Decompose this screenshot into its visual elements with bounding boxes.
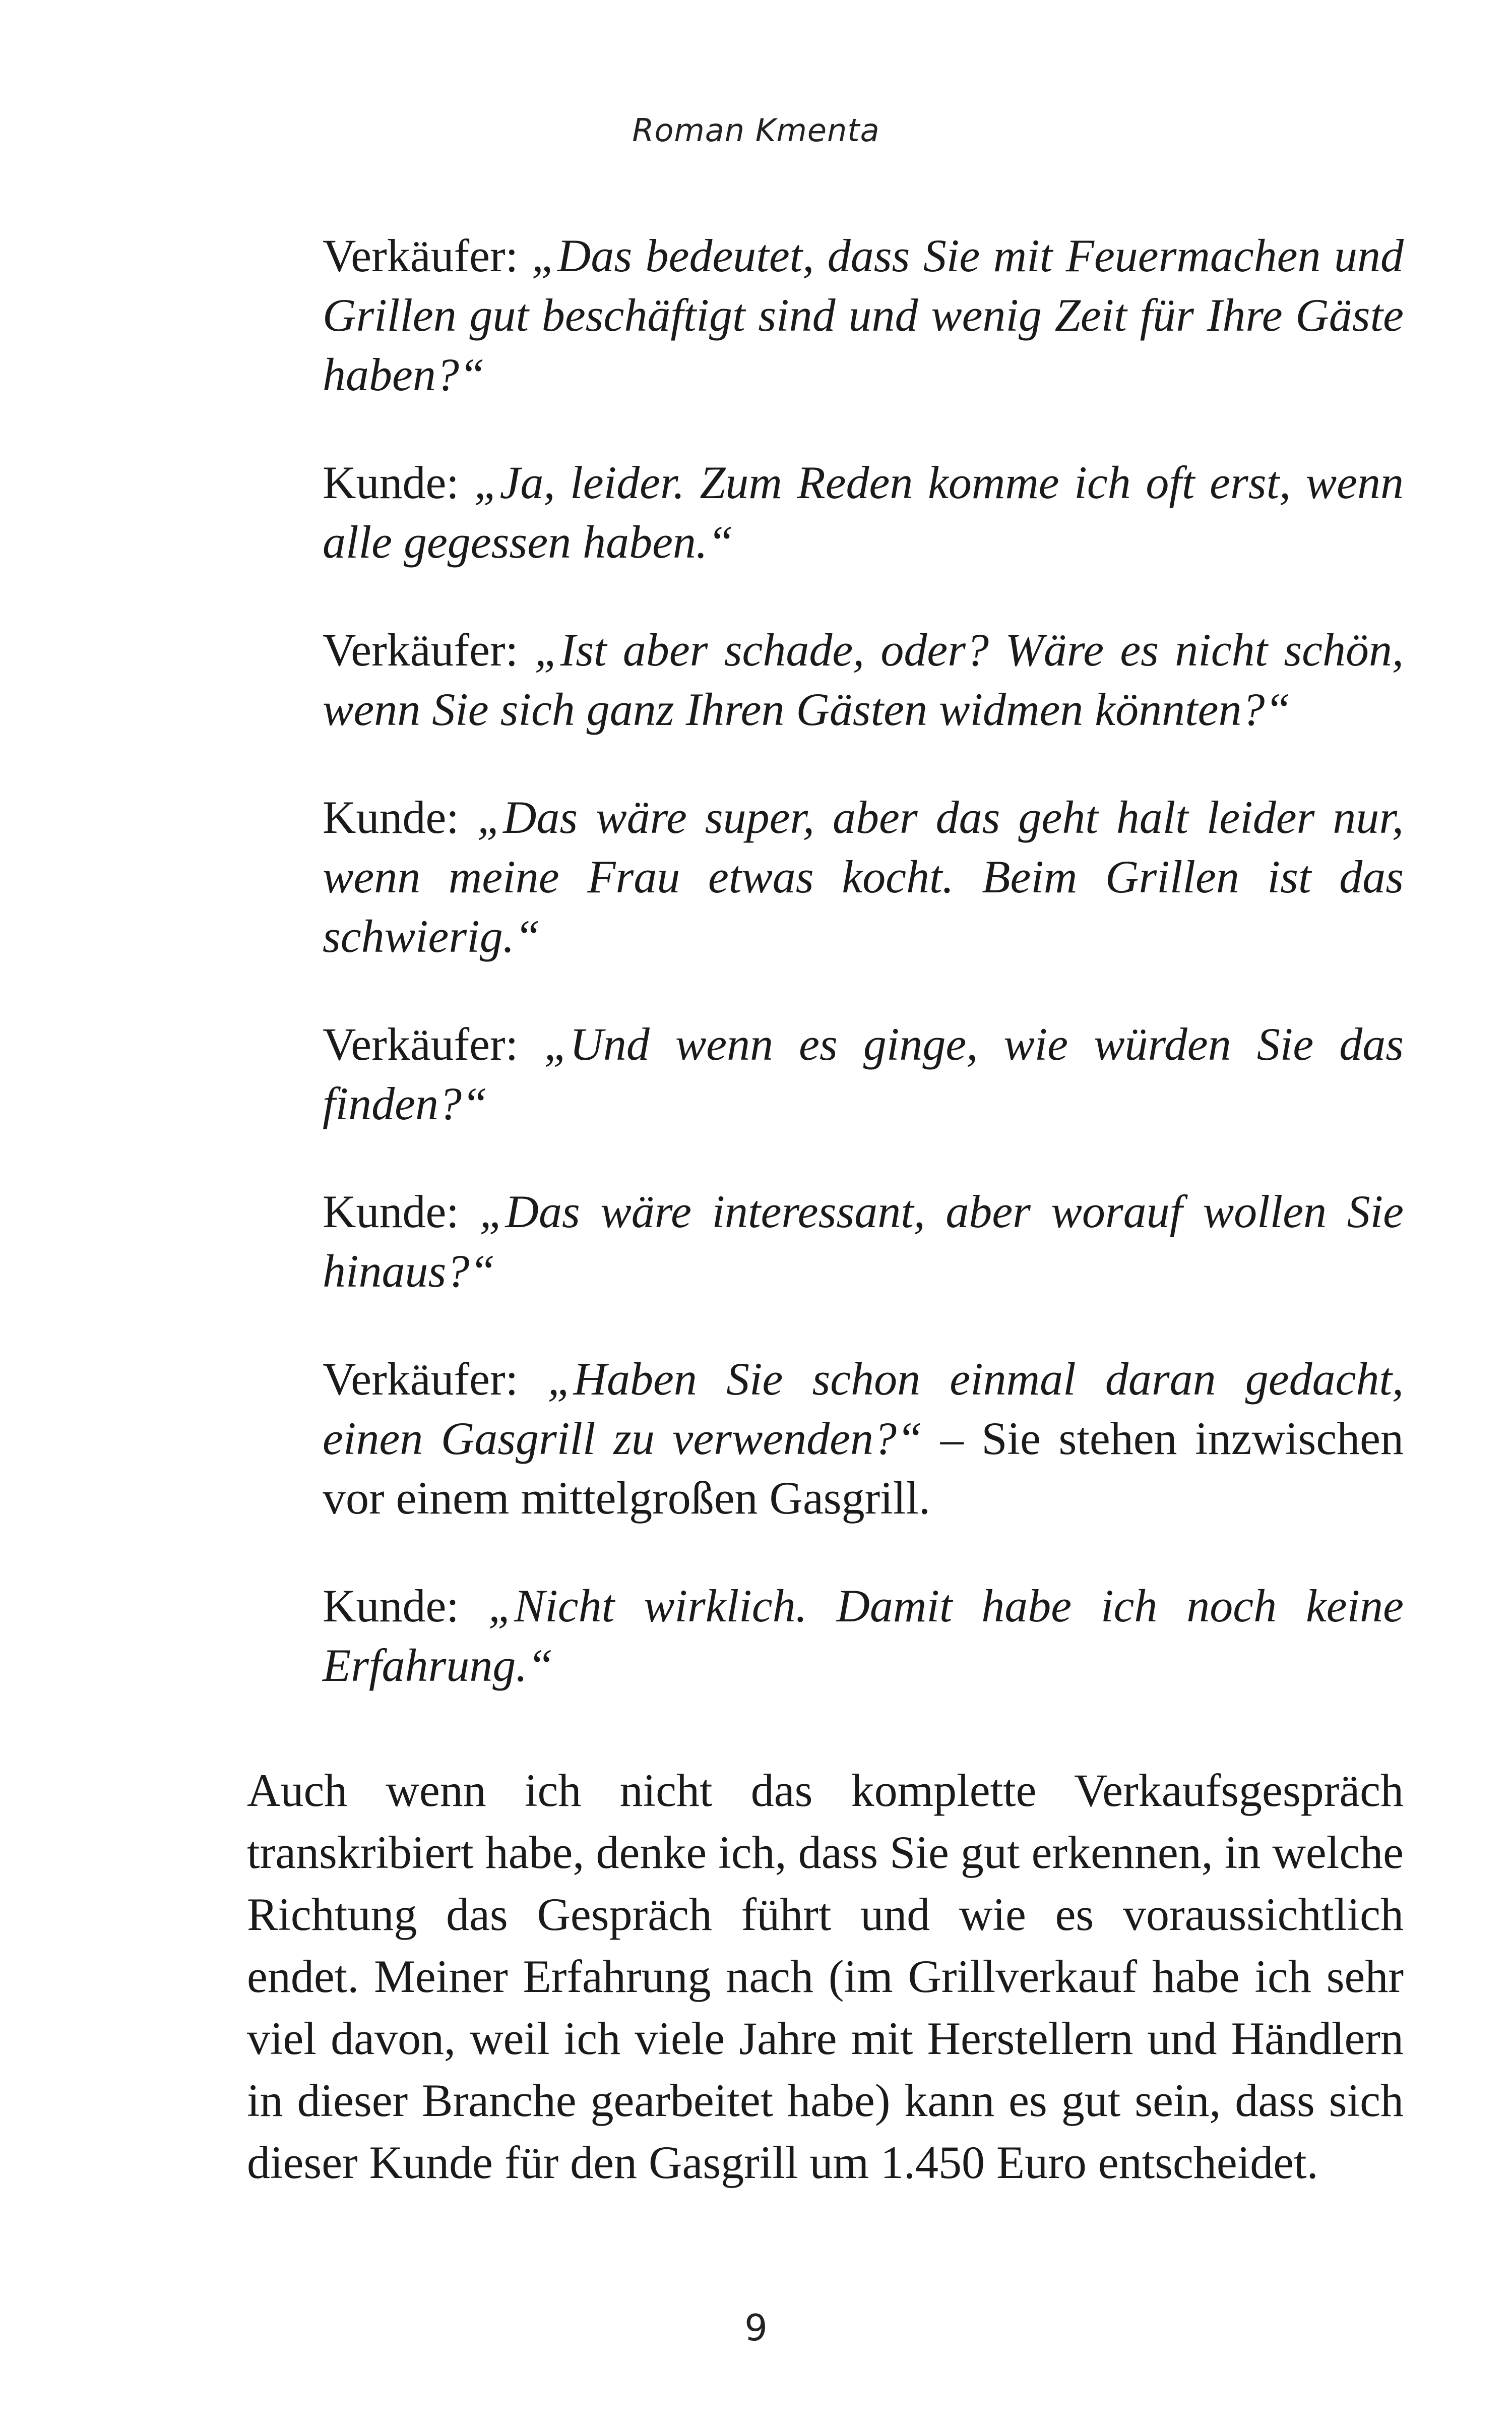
speaker-label: Verkäufer: <box>323 1353 519 1405</box>
speech-text: „Nicht wirklich. Damit habe ich noch keine Erfahrung.“ <box>323 1580 1404 1691</box>
dialogue-turn-seller <box>323 1349 1404 1528</box>
speaker-label: Verkäufer: <box>323 230 519 281</box>
speech-text: „Das wäre super, aber das geht halt leider nur, wenn meine Frau etwas kocht. Beim Grillen ist das schwierig.“ <box>323 792 1404 962</box>
running-header-author: Roman Kmenta <box>632 112 880 149</box>
narration-text: – Sie stehen inzwischen vor einem mittelgroßen Gasgrill. <box>323 1413 1404 1524</box>
speech-text: „Ja, leider. Zum Reden komme ich oft erst, wenn alle gegessen haben.“ <box>323 457 1404 568</box>
speech-text: „Und wenn es ginge, wie würden Sie das finden?“ <box>323 1018 1404 1129</box>
speaker-label: Verkäufer: <box>323 1018 519 1070</box>
dialogue-turn-customer <box>323 1182 1404 1301</box>
page-number: 9 <box>744 2307 768 2349</box>
speaker-label: Verkäufer: <box>323 624 519 676</box>
speaker-label: Kunde: <box>323 1580 459 1631</box>
dialogue-turn-customer <box>323 1576 1404 1695</box>
dialogue-turn-customer <box>323 453 1404 572</box>
dialogue-turn-customer <box>323 788 1404 966</box>
speech-text: „Ist aber schade, oder? Wäre es nicht schön, wenn Sie sich ganz Ihren Gästen widmen könnten?“ <box>323 624 1404 735</box>
speaker-label: Kunde: <box>323 1186 459 1237</box>
dialogue-turn-seller <box>323 620 1404 739</box>
speech-text: „Haben Sie schon einmal daran gedacht, einen Gasgrill zu verwenden?“ <box>323 1353 1404 1464</box>
speaker-label: Kunde: <box>323 792 459 843</box>
dialogue-turn-seller <box>323 1014 1404 1133</box>
speech-text: „Das bedeutet, dass Sie mit Feuermachen und Grillen gut beschäftigt sind und wenig Zeit für Ihre Gäste haben?“ <box>323 230 1404 400</box>
sales-dialogue <box>323 226 1404 1743</box>
dialogue-turn-seller <box>323 226 1404 404</box>
speech-text: „Das wäre interessant, aber worauf wollen Sie hinaus?“ <box>323 1186 1404 1297</box>
body-paragraph: Auch wenn ich nicht das komplette Verkaufsgespräch transkribiert habe, denke ich, dass Sie gut erkennen, in welche Richtung das Gespräch führt und wie es voraussichtlich endet. Meiner Erfahrung nach (im Grillverkauf habe ich sehr viel davon, weil ich viele Jahre mit Herstellern und Händlern in dieser Branche gearbeitet habe) kann es gut sein, dass sich dieser Kunde für den Gasgrill um 1.450 Euro entscheidet. <box>247 1765 1404 2188</box>
speaker-label: Kunde: <box>323 457 459 508</box>
